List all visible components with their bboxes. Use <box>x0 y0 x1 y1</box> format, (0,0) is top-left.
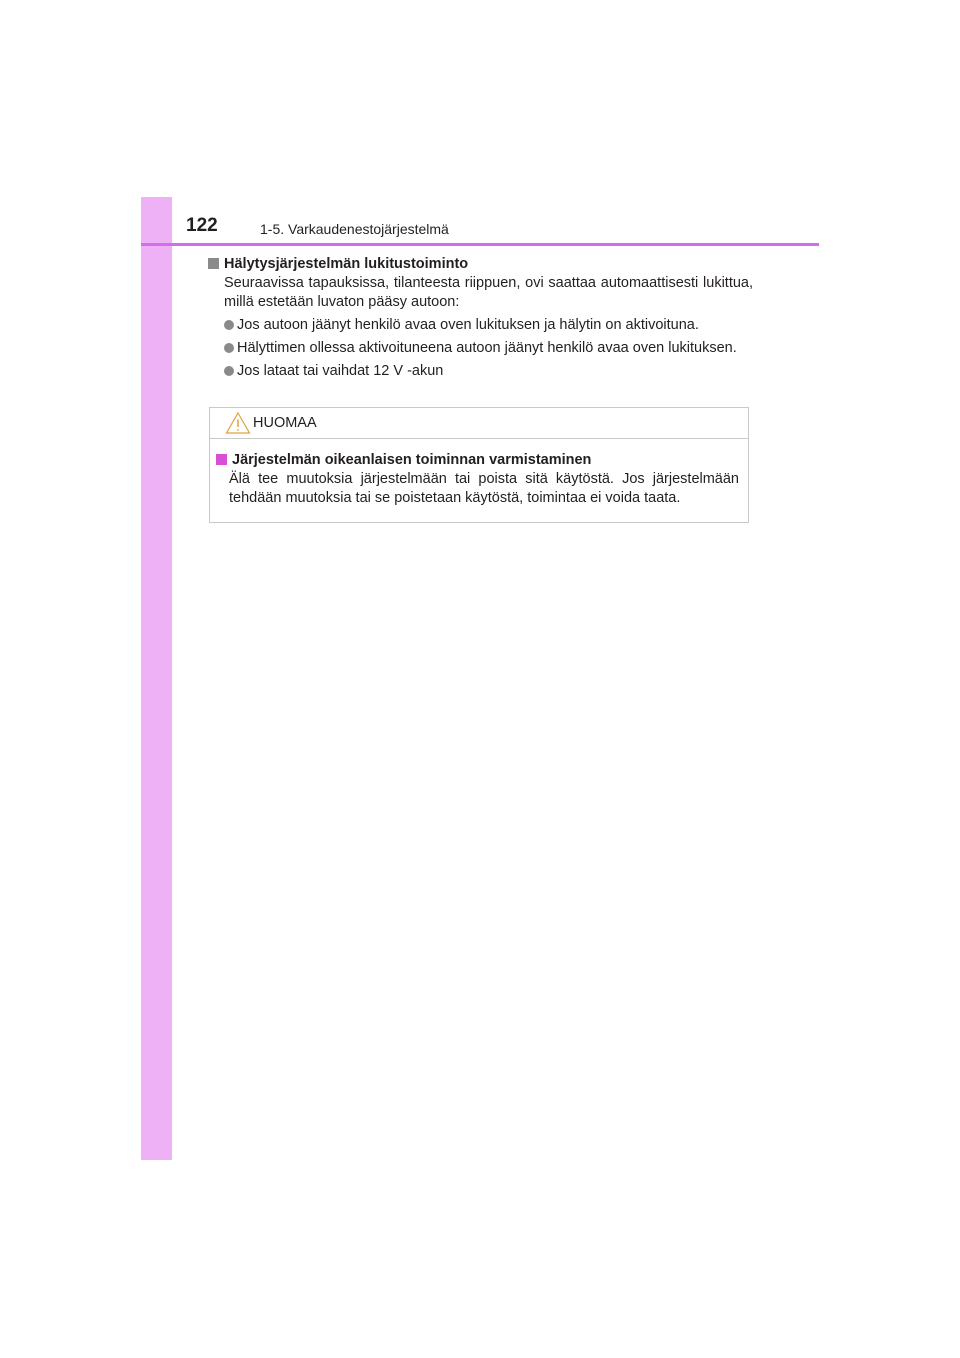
list-item <box>224 316 753 335</box>
notice-box <box>209 407 749 523</box>
square-bullet-icon <box>216 454 227 465</box>
warning-triangle-icon <box>225 411 251 435</box>
header-rule <box>141 243 819 246</box>
list-item <box>224 339 753 358</box>
section-heading-text: Hälytysjärjestelmän lukitustoiminto <box>224 256 469 272</box>
notice-label: HUOMAA <box>253 415 317 431</box>
list-item-text: Hälyttimen ollessa aktivoituneena autoon jäänyt henkilö avaa oven lukituksen. <box>237 340 737 356</box>
square-bullet-icon <box>208 258 219 269</box>
notice-body <box>210 439 748 508</box>
list-item-text: Jos lataat tai vaihdat 12 V -akun <box>237 363 444 379</box>
side-color-band <box>141 197 172 1160</box>
round-bullet-icon <box>224 343 234 353</box>
notice-heading <box>216 451 739 470</box>
notice-heading-text: Järjestelmän oikeanlaisen toiminnan varmistaminen <box>232 452 592 468</box>
section-title: 1-5. Varkaudenestojärjestelmä <box>260 221 449 237</box>
list-item <box>224 362 753 381</box>
notice-text: Älä tee muutoksia järjestelmään tai poista sitä käytöstä. Jos järjestelmään tehdään muutoksia tai se poistetaan käytöstä, toimintaa ei voida taata. <box>229 471 739 506</box>
page-number: 122 <box>186 215 218 236</box>
main-content <box>208 255 753 381</box>
list-item-text: Jos autoon jäänyt henkilö avaa oven lukituksen ja hälytin on aktivoituna. <box>237 317 699 333</box>
section-intro: Seuraavissa tapauksissa, tilanteesta riippuen, ovi saattaa automaattisesti lukittua, millä estetään luvaton pääsy autoon: <box>224 275 753 310</box>
notice-header <box>210 408 748 439</box>
round-bullet-icon <box>224 320 234 330</box>
round-bullet-icon <box>224 366 234 376</box>
section-heading <box>208 255 753 274</box>
